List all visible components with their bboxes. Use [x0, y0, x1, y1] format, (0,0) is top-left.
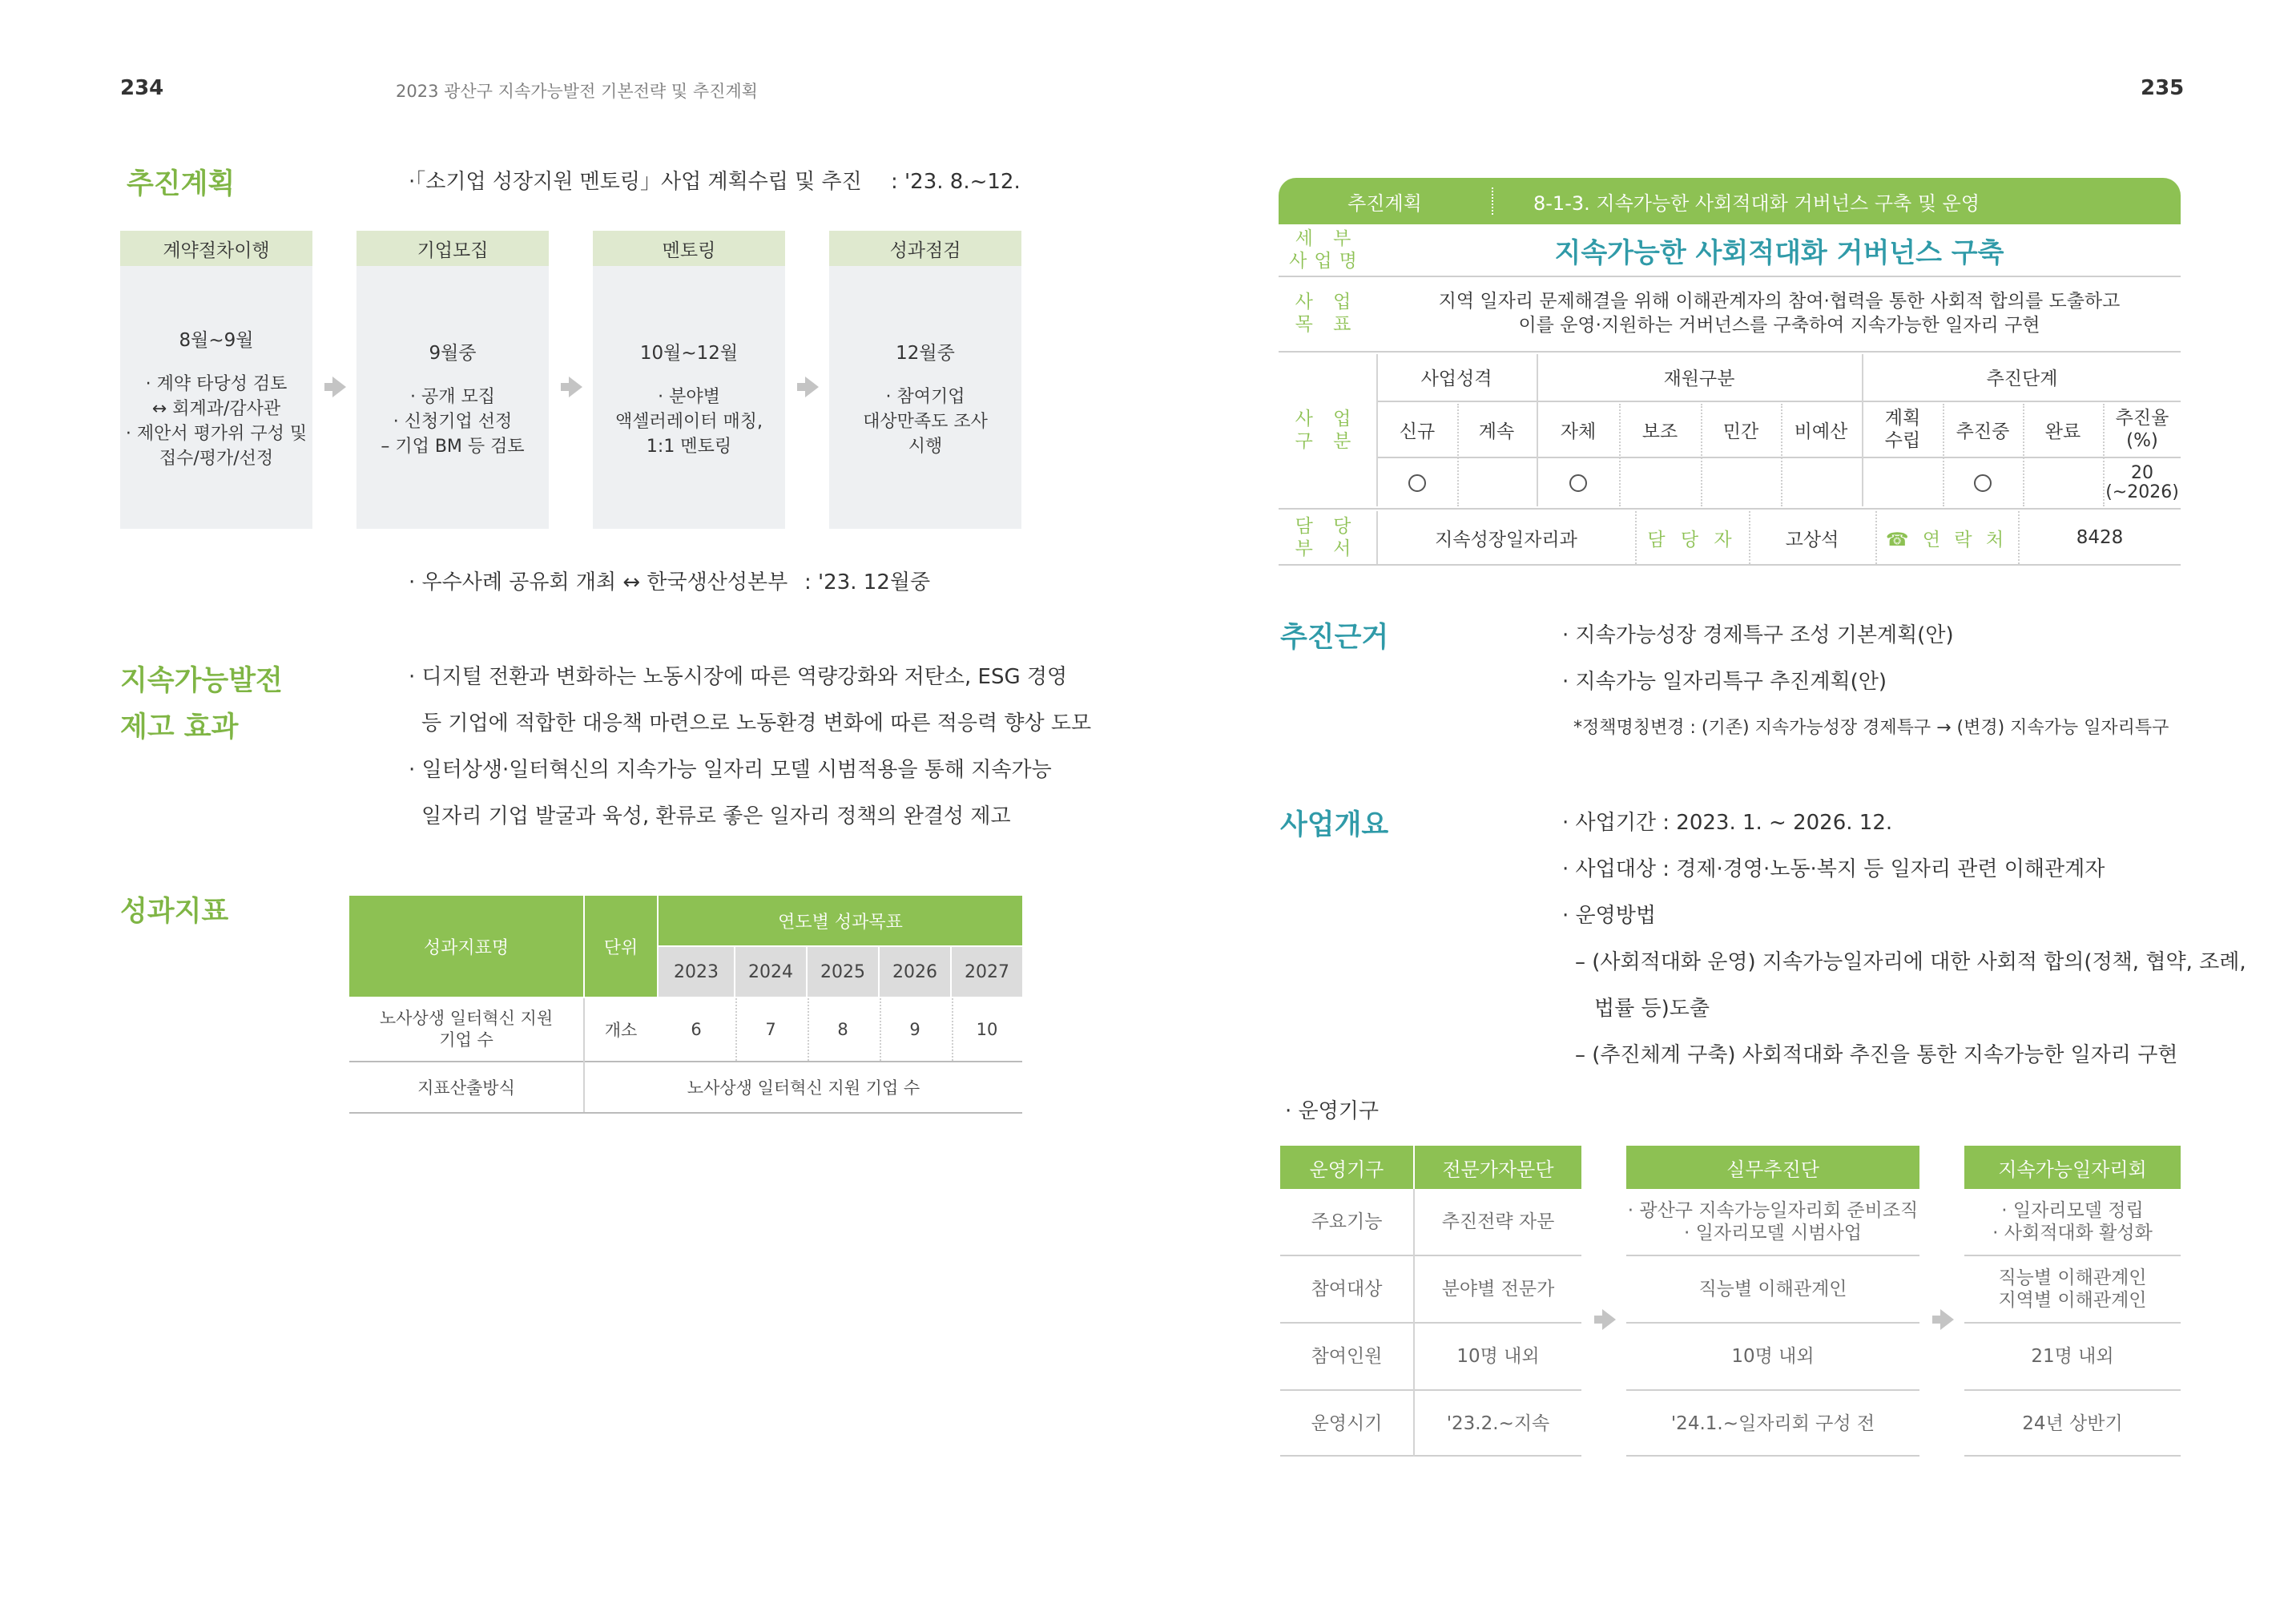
divider	[1626, 1389, 1919, 1391]
org-cell: 21명 내외	[2031, 1346, 2114, 1367]
section-title-effect: 지속가능발전 제고 효과	[120, 665, 283, 744]
step-date: 8월~9월	[179, 330, 254, 351]
header-title: 8-1-3. 지속가능한 사회적대화 거버넌스 구축 및 운영	[1533, 191, 1980, 215]
divider	[1964, 1455, 2181, 1457]
circle-mark-icon	[1408, 474, 1426, 492]
section-title-plan: 추진계획	[127, 168, 236, 200]
divider	[1378, 401, 2181, 402]
step-box	[356, 231, 549, 529]
subcol-header: 계속	[1478, 421, 1515, 442]
divider	[1964, 1389, 2181, 1391]
plan-item-date: : '23. 8.~12.	[891, 170, 1021, 194]
divider	[1626, 1322, 1919, 1324]
kpi-value: 8	[837, 1020, 848, 1039]
group-header: 재원구분	[1663, 368, 1735, 389]
kpi-value: 7	[765, 1020, 776, 1039]
org-cell: · 광산구 지속가능일자리회 준비조직 · 일자리모델 시범사업	[1627, 1200, 1919, 1243]
kpi-year: 2027	[952, 947, 1022, 997]
manager-value: 고상석	[1785, 529, 1839, 550]
basis-text: · 지속가능성장 경제특구 조성 기본계획(안) · 지속가능 일자리특구 추진계획(안) *정책명칭변경 : (기존) 지속가능성장 경제특구 → (변경) 지속가능 일자리특구	[1562, 623, 2169, 738]
org-cell: '23.2.~지속	[1446, 1413, 1550, 1434]
divider	[1492, 187, 1493, 215]
org-table-expert	[1280, 1146, 1581, 1455]
org-unit-name: 전문가자문단	[1415, 1146, 1581, 1189]
divider	[1279, 351, 2181, 353]
subcol-header: 보조	[1641, 421, 1678, 442]
step-date: 12월중	[896, 343, 955, 364]
org-row-label: 참여대상	[1311, 1279, 1383, 1300]
group-header: 추진단계	[1986, 368, 2058, 389]
org-table-council	[1964, 1146, 2181, 1455]
goal-label: 사 업 목 표	[1295, 292, 1359, 335]
running-head: 2023 광산구 지속가능발전 기본전략 및 추진계획	[396, 82, 758, 101]
detail-value: 지속가능한 사회적대화 거버넌스 구축	[1554, 236, 2004, 269]
divider	[1280, 1455, 1581, 1457]
subcol-header: 비예산	[1794, 421, 1848, 442]
org-unit-name: 지속가능일자리회	[1964, 1146, 2181, 1189]
kpi-year: 2023	[659, 947, 734, 997]
subcol-header: 추진율 (%)	[2115, 408, 2169, 451]
plan-item-line: ·「소기업 성장지원 멘토링」사업 계획수립 및 추진	[409, 170, 862, 194]
kpi-value: 6	[691, 1020, 702, 1039]
kpi-value: 10	[976, 1020, 998, 1039]
divider	[1279, 564, 2181, 566]
plan-footer-line: · 우수사례 공유회 개최 ↔ 한국생산성본부	[409, 570, 788, 594]
divider	[1964, 1322, 2181, 1324]
kpi-method-value: 노사상생 일터혁신 지원 기업 수	[687, 1078, 920, 1098]
divider	[1457, 404, 1459, 506]
section-title-basis: 추진근거	[1280, 622, 1389, 654]
chevron-right-icon	[332, 377, 346, 397]
divider	[952, 998, 953, 1061]
mark-self	[1538, 460, 1618, 506]
step-box	[120, 231, 312, 529]
rate-value: 20 (~2026)	[2105, 463, 2179, 502]
effect-text: · 디지털 전환과 변화하는 노동시장에 따른 역량강화와 저탄소, ESG 경영 등 기업에 적합한 대응책 마련으로 노동환경 변화에 따른 적응력 향상 도모 · 일터상생·일터혁신의 지속가능 일자리 모델 시범적용을 통해 지속가능 일자리 기업 발굴과 육성, 환류로 좋은 일자리 정책의 완결성 제고	[409, 665, 1092, 828]
contact-label: ☎ 연 락 처	[1885, 529, 2008, 550]
divider	[1619, 404, 1621, 506]
kpi-col-unit: 단위	[585, 896, 657, 997]
page-number-left: 234	[120, 76, 164, 100]
plan-footer-date: : '23. 12월중	[804, 570, 931, 594]
step-date: 9월중	[429, 343, 477, 364]
chevron-right-icon	[805, 377, 819, 397]
contact-value: 8428	[2076, 527, 2124, 548]
kpi-year: 2026	[880, 947, 950, 997]
kpi-year: 2024	[735, 947, 806, 997]
divider	[1964, 1255, 2181, 1256]
org-table-practical	[1626, 1146, 1919, 1455]
subcol-header: 추진중	[1956, 421, 2010, 442]
manager-label: 담 당 자	[1647, 529, 1737, 550]
divider	[1280, 1255, 1581, 1256]
org-row-label: 운영시기	[1311, 1413, 1383, 1434]
dept-value: 지속성장일자리과	[1435, 529, 1577, 550]
subcol-header: 자체	[1560, 421, 1597, 442]
kpi-col-target: 연도별 성과목표	[659, 896, 1022, 945]
section-title-overview: 사업개요	[1280, 809, 1389, 841]
step-description: · 참여기업 대상만족도 조사 시행	[863, 387, 988, 457]
org-cell: 추진전략 자문	[1441, 1211, 1555, 1232]
group-header: 사업성격	[1420, 368, 1492, 389]
org-cell: 24년 상반기	[2022, 1413, 2123, 1434]
divider	[1378, 457, 2181, 458]
org-head-label: 운영기구	[1280, 1146, 1413, 1189]
kpi-col-name: 성과지표명	[349, 896, 583, 997]
divider	[735, 998, 737, 1061]
kpi-row-unit: 개소	[604, 1021, 638, 1040]
step-header: 성과점검	[829, 231, 1021, 266]
circle-mark-icon	[1569, 474, 1587, 492]
chevron-right-icon	[1602, 1309, 1616, 1330]
divider	[1749, 511, 1750, 564]
project-header-bar	[1279, 178, 2181, 224]
detail-label: 세 부 사업명	[1289, 228, 1364, 272]
org-cell: 10명 내외	[1456, 1346, 1540, 1367]
divider	[808, 998, 809, 1061]
divider	[1279, 508, 2181, 510]
kpi-method-label: 지표산출방식	[417, 1078, 515, 1098]
divider	[1626, 1255, 1919, 1256]
org-cell: 직능별 이해관계인 지역별 이해관계인	[1998, 1267, 2147, 1311]
dept-label: 담 당 부 서	[1295, 516, 1359, 559]
divider	[349, 1112, 1022, 1114]
divider	[1626, 1455, 1919, 1457]
step-description: · 공개 모집 · 신청기업 선정 – 기업 BM 등 검토	[381, 387, 525, 457]
divider	[2023, 404, 2024, 506]
divider	[1376, 511, 1378, 564]
step-header: 멘토링	[593, 231, 785, 266]
divider	[1635, 511, 1637, 564]
subcol-header: 신규	[1399, 421, 1436, 442]
kpi-table	[349, 896, 1022, 1114]
org-cell: '24.1.~일자리회 구성 전	[1670, 1413, 1875, 1434]
kpi-year: 2025	[808, 947, 878, 997]
org-row-label: 참여인원	[1311, 1346, 1383, 1367]
divider	[1279, 276, 2181, 277]
divider	[1862, 354, 1863, 506]
step-date: 10월~12월	[639, 343, 739, 364]
divider	[1413, 1189, 1415, 1457]
chevron-right-icon	[1940, 1309, 1954, 1330]
chevron-right-icon	[569, 377, 582, 397]
step-header: 기업모집	[356, 231, 549, 266]
kpi-value: 9	[909, 1020, 920, 1039]
subcol-header: 완료	[2044, 421, 2081, 442]
org-cell: 직능별 이해관계인	[1698, 1279, 1847, 1300]
divider	[2018, 511, 2020, 564]
class-label: 사 업 구 분	[1295, 409, 1359, 452]
divider	[880, 998, 881, 1061]
divider	[1376, 354, 1378, 506]
org-unit-name: 실무추진단	[1626, 1146, 1919, 1189]
step-box	[829, 231, 1021, 529]
step-header: 계약절차이행	[120, 231, 312, 266]
header-label: 추진계획	[1347, 191, 1422, 215]
subcol-header: 계획 수립	[1884, 408, 1921, 451]
step-box	[593, 231, 785, 529]
divider	[1280, 1389, 1581, 1391]
org-cell: · 일자리모델 정립 · 사회적대화 활성화	[1992, 1200, 2153, 1243]
mark-new	[1378, 460, 1456, 506]
org-row-label: 주요기능	[1311, 1211, 1383, 1232]
step-description: · 분야별 액셀러레이터 매칭, 1:1 멘토링	[614, 387, 763, 457]
step-description: · 계약 타당성 검토 ↔ 회계과/감사관 · 제안서 평가위 구성 및 접수/평가/선정	[125, 374, 308, 469]
org-cell: 분야별 전문가	[1441, 1279, 1555, 1300]
divider	[1875, 511, 1877, 564]
kpi-row-name: 노사상생 일터혁신 지원 기업 수	[379, 1009, 554, 1050]
org-label: · 운영기구	[1285, 1099, 1379, 1123]
section-title-kpi: 성과지표	[120, 896, 229, 928]
goal-text: 지역 일자리 문제해결을 위해 이해관계자의 참여·협력을 통한 사회적 합의를 도출하고 이를 운영·지원하는 거버넌스를 구축하여 지속가능한 일자리 구현	[1438, 291, 2121, 336]
org-cell: 10명 내외	[1731, 1346, 1815, 1367]
subcol-header: 민간	[1722, 421, 1759, 442]
divider	[583, 998, 585, 1112]
circle-mark-icon	[1974, 474, 1992, 492]
page-number-right: 235	[2141, 76, 2185, 100]
divider	[349, 1061, 1022, 1062]
divider	[2103, 404, 2105, 506]
overview-text: · 사업기간 : 2023. 1. ~ 2026. 12. · 사업대상 : 경제·경영·노동·복지 등 일자리 관련 이해관계자 · 운영방법 – (사회적대화 운영) 지속가능일자리에 대한 사회적 합의(정책, 협약, 조례, 법률 등)도출 – (추진체계 구축) 사회적대화 추진을 통한 지속가능한 일자리 구현	[1562, 811, 2246, 1067]
mark-ongoing	[1944, 460, 2022, 506]
divider	[1280, 1322, 1581, 1324]
divider	[1537, 354, 1538, 506]
divider	[1781, 404, 1782, 506]
divider	[1943, 404, 1944, 506]
divider	[1701, 404, 1702, 506]
